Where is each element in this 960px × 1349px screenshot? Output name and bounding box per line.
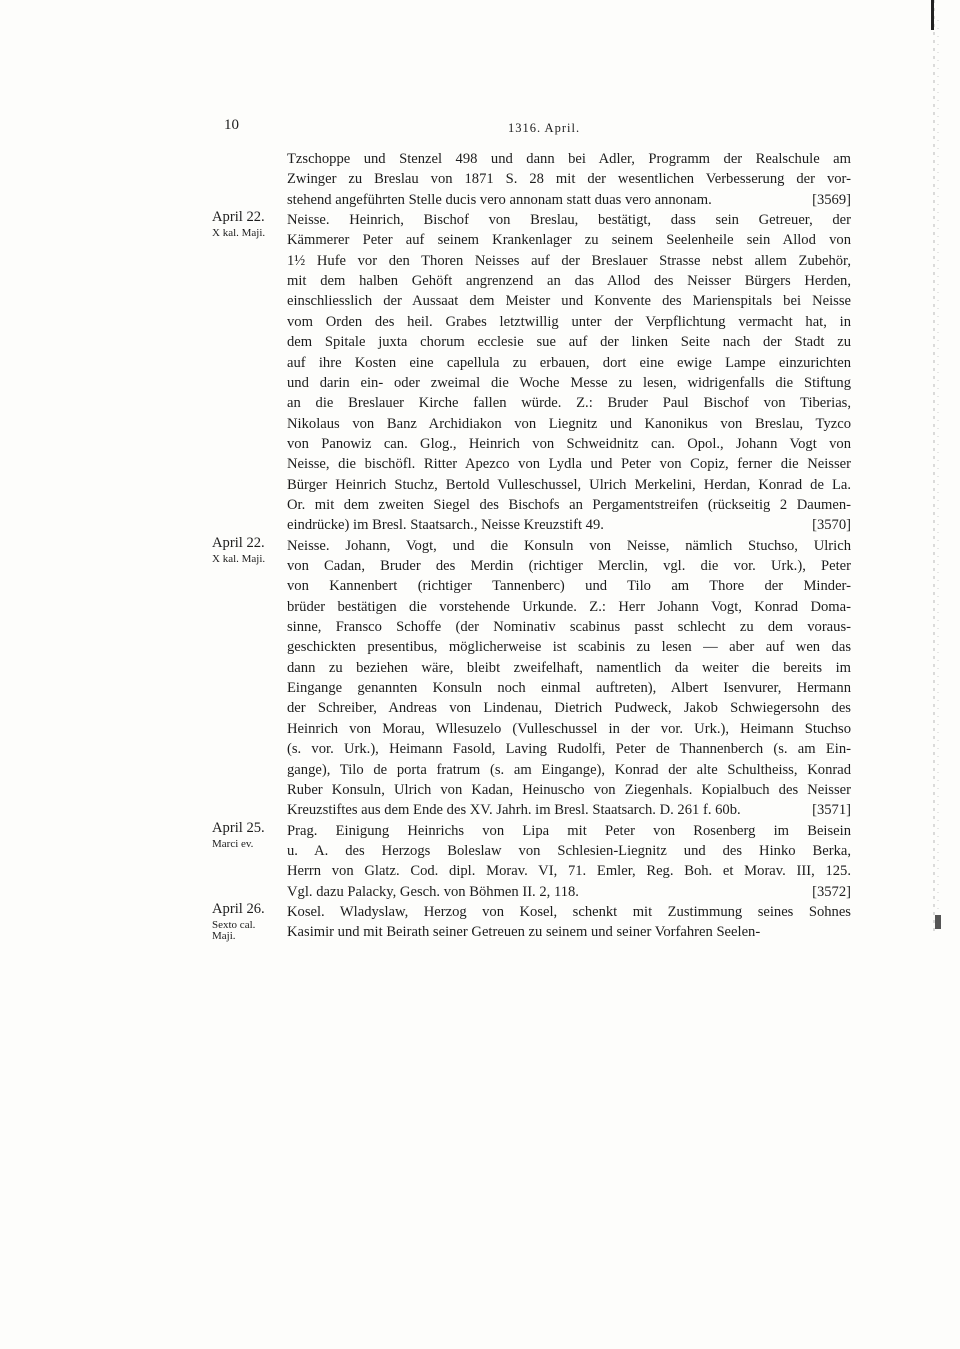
- text-line-content: dem Spitale juxta chorum ecclesie sue auf der linken Seite nach der Stadt zu: [287, 334, 851, 351]
- text-line: [287, 252, 851, 271]
- text-line: [287, 292, 851, 311]
- text-line: [287, 496, 851, 515]
- text-line: [287, 455, 851, 474]
- text-line: [287, 679, 851, 698]
- margin-date-note: Marci ev.: [212, 837, 254, 850]
- regest-number: [3569]: [812, 191, 851, 208]
- text-line-content: Nikolaus von Banz Archidiakon von Liegnitz und Kanonikus von Breslau, Tyzco: [287, 415, 851, 432]
- text-line: [287, 923, 851, 942]
- text-line-content: geschickten presentibus, möglicherweise ist scabinis zu lesen — aber auf wen das: [287, 639, 851, 656]
- text-line-content: brüder bestätigen die vorstehende Urkunde. Z.: Herr Johann Vogt, Konrad Doma-: [287, 598, 851, 615]
- regest-number: [3570]: [812, 517, 851, 534]
- scan-edge-artifact: [930, 0, 944, 935]
- margin-date-note: Maji.: [212, 929, 236, 942]
- text-line: [287, 557, 851, 576]
- text-line: [287, 516, 851, 535]
- margin-date: April 22.: [212, 209, 265, 226]
- text-line-content: an die Breslauer Kirche fallen würde. Z.: Bruder Paul Bischof von Tiberias,: [287, 395, 851, 412]
- text-line: [287, 211, 851, 230]
- text-line-content: und darin ein- oder zweimal die Woche Messe zu lesen, widrigenfalls die Stiftung: [287, 374, 851, 391]
- text-line: [287, 577, 851, 596]
- text-line: [287, 170, 851, 189]
- text-line-content: sinne, Fransco Schoffe (der Nominativ scabinus passt schlecht zu dem voraus-: [287, 619, 851, 636]
- margin-date: April 25.: [212, 819, 265, 836]
- text-line: [287, 740, 851, 759]
- text-line: [287, 761, 851, 780]
- text-line: [287, 862, 851, 881]
- margin-date: April 22.: [212, 534, 265, 551]
- text-line-content: 1½ Hufe vor den Thoren Neisses auf der Breslauer Strasse nebst allem Zubehör,: [287, 252, 851, 269]
- text-line-content: Tzschoppe und Stenzel 498 und dann bei Adler, Programm der Realschule am: [287, 151, 851, 167]
- text-line: [287, 476, 851, 495]
- regest-number: [3572]: [812, 883, 851, 900]
- text-line-content: einschliesslich der Aussaat dem Meister und Konvente des Marienspitals bei Neisse: [287, 293, 851, 310]
- text-line-content: Neisse, die bischöfl. Ritter Apezco von Lydla und Peter von Copiz, ferner die Neisser: [287, 456, 851, 473]
- text-line: [287, 903, 851, 922]
- text-line-content: Heinrich von Morau, Wllesuzelo (Vulleschussel in der vor. Urk.), Heimann Stuchso: [287, 720, 851, 737]
- text-line: [287, 354, 851, 373]
- text-line: [287, 618, 851, 637]
- text-line: [287, 150, 851, 169]
- text-line-content: mit dem halben Gehöft angrenzend an das Allod des Neisser Bürgers Herden,: [287, 273, 851, 290]
- margin-date-note: Sexto cal.: [212, 918, 256, 931]
- text-line-content: Or. mit dem zweiten Siegel des Bischofs an Pergamentstreifen (rückseitig 2 Daumen-: [287, 496, 851, 513]
- text-line-content: stehend angeführten Stelle ducis vero annonam statt duas vero annonam.: [287, 191, 712, 208]
- text-line: [287, 537, 851, 556]
- text-line: [287, 883, 851, 902]
- text-line-content: dann zu beziehen wäre, bleibt zweifelhaft, namentlich da weiter die bereits im: [287, 659, 851, 676]
- text-line-content: von Cadan, Bruder des Merdin (richtiger Merclin, vgl. die vor. Urk.), Peter: [287, 558, 851, 574]
- text-line-content: von Panowiz can. Glog., Heinrich von Schweidnitz can. Opol., Johann Vogt von: [287, 435, 851, 452]
- text-line: [287, 374, 851, 393]
- margin-date-note: X kal. Maji.: [212, 227, 266, 240]
- text-line: [287, 822, 851, 841]
- text-line-content: Bürger Heinrich Stuchz, Bertold Vulleschussel, Ulrich Merkelini, Herdan, Konrad de La.: [287, 476, 851, 493]
- text-line-content: eindrücke) im Bresl. Staatsarch., Neisse Kreuzstift 49.: [287, 517, 604, 534]
- margin-date: April 26.: [212, 900, 265, 917]
- text-line: [287, 272, 851, 291]
- regest-number: [3571]: [812, 802, 851, 819]
- text-line-content: Ruber Konsuln, Ulrich von Kadan, Heinuscho von Ziegenhals. Kopialbuch des Neisser: [287, 781, 851, 798]
- text-line-content: Prag. Einigung Heinrichs von Lipa mit Peter von Rosenberg im Beisein: [287, 822, 851, 839]
- text-line: [287, 191, 851, 210]
- text-line-content: von Kannenbert (richtiger Tannenberc) und Tilo am Thore der Minder-: [287, 578, 851, 595]
- text-line: [287, 720, 851, 739]
- text-line: [287, 231, 851, 250]
- text-line: [287, 781, 851, 800]
- text-line-content: vom Orden des heil. Grabes letztwillig unter der Verpflichtung vermacht hat, in: [287, 313, 851, 330]
- text-line-content: auf ihre Kosten eine capellula zu erbauen, dort eine ewige Lampe einzurichten: [287, 354, 851, 371]
- text-line: [287, 313, 851, 332]
- text-line: [287, 801, 851, 820]
- text-line: [287, 659, 851, 678]
- text-line-content: Kreuzstiftes aus dem Ende des XV. Jahrh. im Bresl. Staatsarch. D. 261 f. 60b.: [287, 802, 741, 819]
- text-line-content: Kämmerer Peter auf seinem Krankenlager zu seinem Seelenheile sein Allod von: [287, 232, 851, 249]
- text-line-content: Kosel. Wladyslaw, Herzog von Kosel, schenkt mit Zustimmung seines Sohnes: [287, 903, 851, 920]
- text-line: [287, 842, 851, 861]
- text-line: [287, 598, 851, 617]
- text-line-content: Neisse. Heinrich, Bischof von Breslau, bestätigt, dass sein Getreuer, der: [287, 212, 851, 229]
- text-line: [287, 333, 851, 352]
- text-line-content: Vgl. dazu Palacky, Gesch. von Böhmen II. 2, 118.: [287, 883, 579, 900]
- text-line-content: gange), Tilo de porta fratrum (s. am Eingange), Konrad der alte Schultheiss, Konrad: [287, 761, 851, 778]
- margin-date-note: X kal. Maji.: [212, 552, 266, 565]
- text-line: [287, 699, 851, 718]
- text-line-content: Neisse. Johann, Vogt, und die Konsuln von Neisse, nämlich Stuchso, Ulrich: [287, 537, 851, 554]
- text-line: [287, 435, 851, 454]
- running-head: 1316. April.: [508, 121, 581, 135]
- text-line-content: u. A. des Herzogs Boleslaw von Schlesien-Liegnitz und des Hinko Berka,: [287, 842, 851, 859]
- text-line: [287, 638, 851, 657]
- text-line: [287, 394, 851, 413]
- text-line-content: der Schreiber, Andreas von Lindenau, Dietrich Pudweck, Jakob Schwiegersohn des: [287, 700, 851, 717]
- text-line-content: (s. vor. Urk.), Heimann Fasold, Laving Rudolfi, Peter de Thannenberch (s. am Ein-: [287, 741, 851, 758]
- text-line-content: Herrn von Glatz. Cod. dipl. Morav. VI, 71. Emler, Reg. Boh. et Morav. III, 125.: [287, 863, 851, 880]
- text-line-content: Eingange genannten Konsuln noch einmal auftreten), Albert Isenvurer, Hermann: [287, 680, 851, 697]
- page-number: 10: [224, 117, 239, 133]
- text-line: [287, 415, 851, 434]
- text-line-content: Kasimir und mit Beirath seiner Getreuen zu seinem und seiner Vorfahren Seelen-: [287, 924, 761, 941]
- text-line-content: Zwinger zu Breslau von 1871 S. 28 mit der wesentlichen Verbesserung der vor-: [287, 171, 851, 188]
